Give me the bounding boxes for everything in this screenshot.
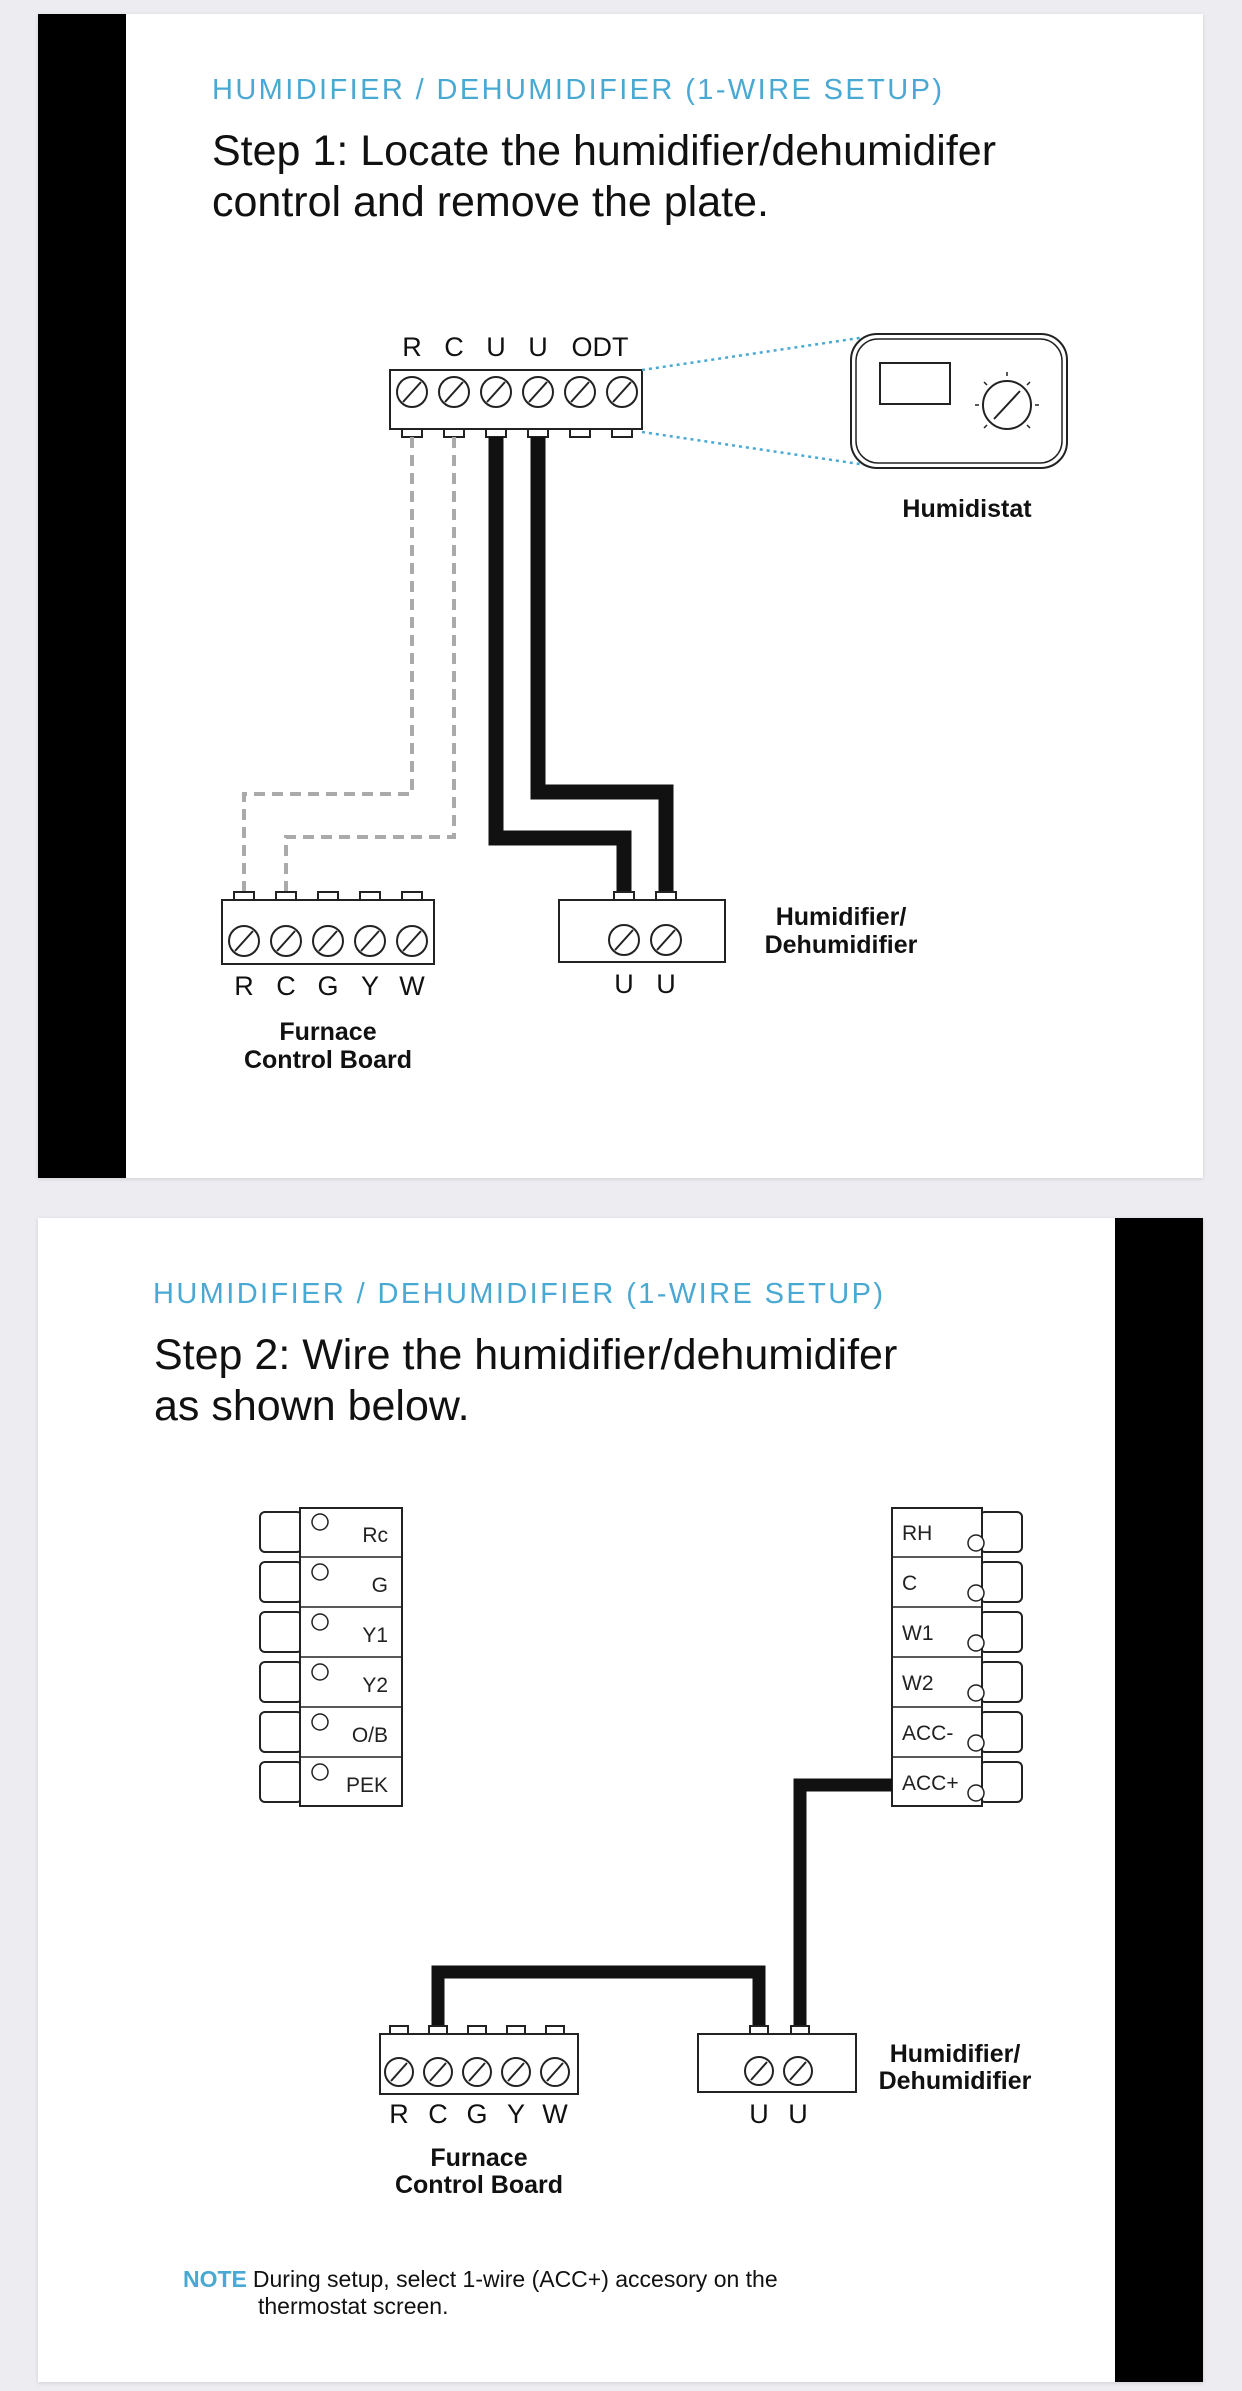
step1-heading-line1: Step 1: Locate the humidifier/dehumidifer [212, 127, 997, 175]
furnace-terminal-label: R [389, 2099, 409, 2129]
thermostat-terminal-label: W1 [902, 1622, 934, 1645]
humidistat-terminal-label: U [486, 332, 506, 362]
step2-card [38, 1218, 1203, 2382]
furnace-label-line1: Furnace [279, 1018, 377, 1046]
humidifier-unit [698, 2026, 1032, 2129]
humidistat-device [851, 334, 1067, 468]
thermostat-terminal-label: PEK [345, 1774, 388, 1797]
step1-wiring-diagram [38, 14, 1203, 1178]
humidifier-label-line2: Dehumidifier [764, 931, 918, 959]
step1-heading-line2: control and remove the plate. [212, 178, 769, 226]
step2-heading-line2: as shown below. [154, 1382, 470, 1430]
furnace-terminal-label: C [276, 971, 296, 1001]
furnace-terminal-label: C [428, 2099, 448, 2129]
furnace-terminal-label: Y [360, 971, 380, 1001]
humidistat-terminal-label: U [528, 332, 548, 362]
thermostat-terminal-label: O/B [351, 1724, 388, 1747]
humidistat-terminal-label: C [444, 332, 464, 362]
furnace-control-board [222, 892, 434, 1074]
thermostat-terminal-label: ACC- [902, 1722, 954, 1745]
furnace-label-line2: Control Board [243, 1046, 413, 1074]
furnace-label-line1: Furnace [430, 2144, 528, 2172]
humidifier-label-line1: Humidifier/ [775, 903, 907, 931]
humidistat-terminal-label: R [402, 332, 422, 362]
thermostat-terminal-label: G [371, 1574, 388, 1597]
step2-eyebrow: HUMIDIFIER / DEHUMIDIFIER (1-WIRE SETUP) [153, 1278, 886, 1310]
humidifier-label-line2: Dehumidifier [878, 2067, 1032, 2095]
furnace-label-line2: Control Board [394, 2171, 564, 2199]
furnace-terminal-label: Y [506, 2099, 526, 2129]
note-key: NOTE [183, 2266, 247, 2292]
callout-line-top [642, 336, 873, 370]
thermostat-terminal-label: ACC+ [902, 1772, 959, 1795]
step1-card [38, 14, 1203, 1178]
humidifier-terminal-label: U [614, 969, 634, 999]
wire-u2 [538, 437, 666, 899]
thermostat-terminal-label: Y1 [362, 1624, 388, 1647]
step1-eyebrow: HUMIDIFIER / DEHUMIDIFIER (1-WIRE SETUP) [212, 74, 945, 106]
thermostat-terminal-label: Rc [362, 1524, 388, 1547]
note-line2: thermostat screen. [258, 2293, 449, 2319]
dashed-wire-r [244, 437, 412, 899]
humidistat-strip-body [390, 370, 642, 429]
wire-acc-plus-to-u [800, 1785, 892, 2033]
step2-wiring-diagram [38, 1218, 1203, 2382]
humidifier-unit [559, 892, 918, 999]
furnace-control-board [380, 2026, 578, 2199]
humidistat-terminal-strip [390, 332, 642, 437]
furnace-terminal-label: G [466, 2099, 488, 2129]
thermostat-terminal-label: Y2 [362, 1674, 388, 1697]
dashed-wire-c [286, 437, 454, 899]
humidistat-label: Humidistat [902, 495, 1032, 523]
furnace-terminal-label: W [542, 2099, 568, 2129]
humidistat-terminal-label: ODT [571, 332, 629, 362]
furnace-terminal-label: R [234, 971, 254, 1001]
humidistat-display-icon [880, 363, 950, 404]
thermostat-terminal-label: W2 [902, 1672, 934, 1695]
thermostat-terminal-label: C [902, 1572, 918, 1595]
step2-heading-line1: Step 2: Wire the humidifier/dehumidifer [154, 1331, 898, 1379]
humidifier-terminal-label: U [788, 2099, 808, 2129]
setup-note [183, 2266, 943, 2320]
callout-line-bottom [642, 432, 873, 466]
wire-u1 [496, 437, 624, 899]
furnace-terminal-label: G [317, 971, 339, 1001]
furnace-terminal-label: W [399, 971, 425, 1001]
thermostat-right-terminals [892, 1508, 1022, 1806]
wire-r-to-u [438, 1972, 759, 2033]
humidifier-terminal-label: U [656, 969, 676, 999]
humidifier-terminal-label: U [749, 2099, 769, 2129]
note-line1: During setup, select 1-wire (ACC+) accesory on the [252, 2266, 778, 2292]
thermostat-left-terminals [260, 1508, 402, 1806]
humidifier-label-line1: Humidifier/ [889, 2040, 1021, 2068]
thermostat-terminal-label: RH [902, 1522, 933, 1545]
